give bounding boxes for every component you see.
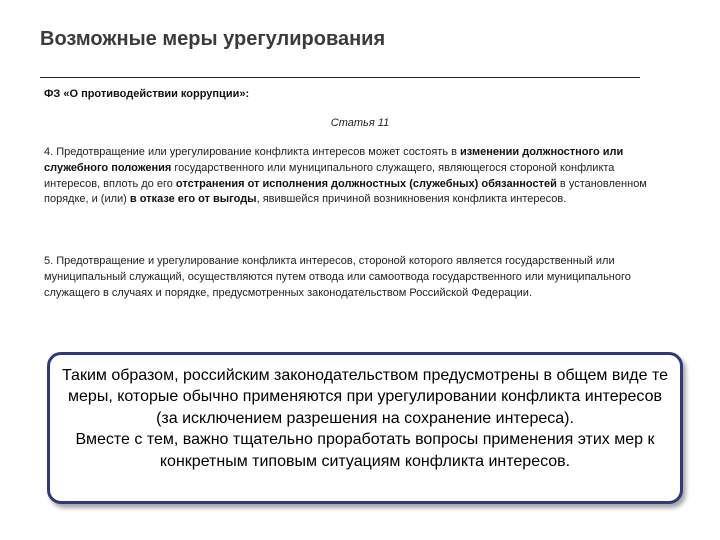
paragraph-5: 5. Предотвращение и урегулирование конфликта интересов, стороной которого является государственный или муниципальный служащий, осуществляются путем отвода или самоотвода государственного или муниципального служащего в случаях и порядке, предусмотренных законодательством Российской Федерации.: [44, 255, 631, 299]
slide-title: Возможные меры урегулирования: [40, 28, 386, 50]
summary-text: [60, 365, 670, 472]
paragraph-4-bold-2: отстранения от исполнения должностных (служебных) обязанностей: [175, 177, 557, 190]
article-label: Статья 11: [330, 117, 390, 129]
paragraph-4-text-1: 4. Предотвращение или урегулирование конфликта интересов может состоять в: [44, 146, 461, 158]
summary-line-2: Вместе с тем, важно тщательно проработать вопросы применения этих мер к конкретным типовым ситуациям конфликта интересов.: [75, 431, 655, 470]
paragraph-4-bold-1: изменении должностного или служебного положения: [44, 146, 624, 174]
law-heading: ФЗ «О противодействии коррупции»:: [44, 88, 250, 100]
summary-box: [47, 352, 683, 504]
summary-line-1: Таким образом, российским законодательством предусмотрены в общем виде те меры, которые обычно применяются при урегулировании конфликта интересов (за исключением разрешения на сохранение интереса).: [62, 367, 668, 427]
paragraph-4: [44, 145, 650, 208]
title-divider: [40, 77, 640, 78]
paragraph-4-text-4: , явившейся причиной возникновения конфликта интересов.: [256, 193, 567, 206]
paragraph-4-text-3: в установленном порядке, и (или): [44, 177, 647, 206]
paragraph-4-text-2: государственного или муниципального служащего, являющегося стороной конфликта интересов, вплоть до его: [44, 161, 615, 190]
paragraph-4-bold-3: в отказе его от выгоды: [129, 193, 257, 206]
